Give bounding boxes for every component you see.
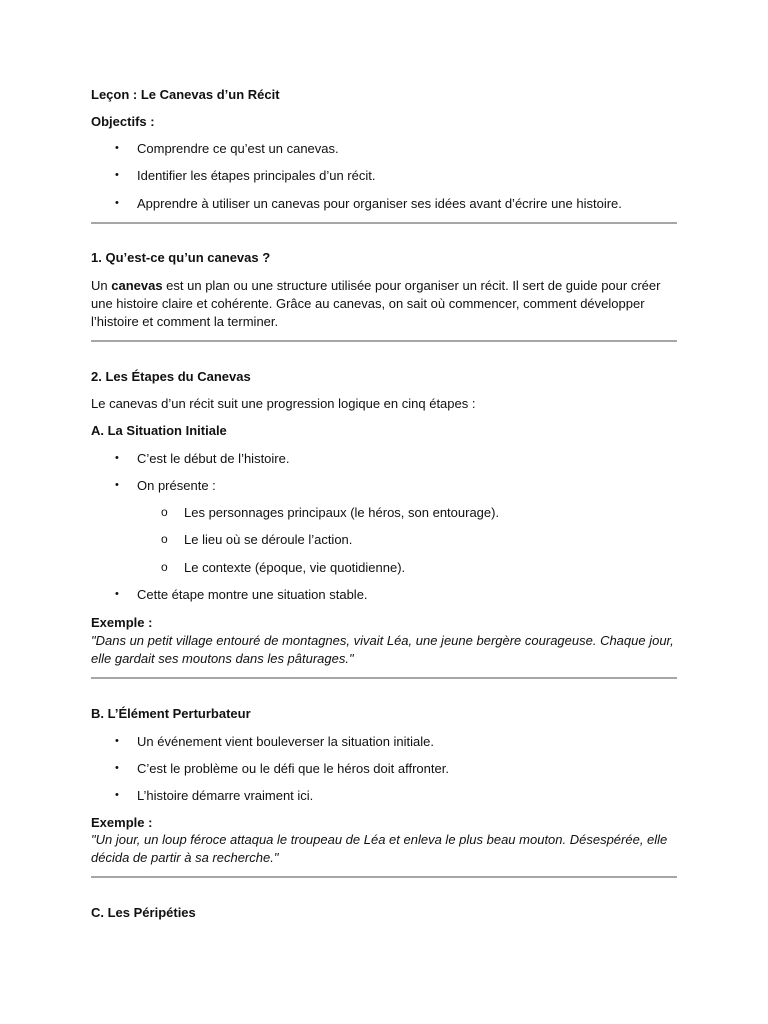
bullet-icon: • — [115, 735, 119, 747]
list-item: C’est le début de l’histoire. — [137, 451, 290, 466]
objectives-heading: Objectifs : — [91, 114, 155, 129]
part-c-heading: C. Les Péripéties — [91, 905, 196, 920]
list-item: C’est le problème ou le défi que le héros doit affronter. — [137, 761, 449, 776]
part-b-heading: B. L’Élément Perturbateur — [91, 706, 251, 721]
list-item: Identifier les étapes principales d’un récit. — [137, 168, 376, 183]
list-item: L’histoire démarre vraiment ici. — [137, 788, 314, 803]
section-1-heading: 1. Qu’est-ce qu’un canevas ? — [91, 250, 271, 265]
bullet-icon: • — [115, 197, 119, 209]
list-item: Comprendre ce qu’est un canevas. — [137, 141, 339, 156]
list-item: Un événement vient bouleverser la situation initiale. — [137, 734, 435, 749]
bullet-icon: • — [115, 588, 119, 600]
section-2-heading: 2. Les Étapes du Canevas — [91, 369, 251, 384]
example-text: "Dans un petit village entouré de montagnes, vivait Léa, une jeune bergère courageuse. Chaque jour, elle gardait ses moutons dans les pâturages." — [91, 633, 674, 666]
circle-bullet-icon: o — [161, 505, 168, 519]
list-item: Apprendre à utiliser un canevas pour organiser ses idées avant d’écrire une histoire. — [137, 196, 622, 211]
list-item: Cette étape montre une situation stable. — [137, 587, 368, 602]
divider — [91, 340, 677, 342]
list-item: On présente : — [137, 478, 216, 493]
divider — [91, 876, 677, 878]
bullet-icon: • — [115, 789, 119, 801]
lesson-title: Leçon : Le Canevas d’un Récit — [91, 87, 280, 102]
bullet-icon: • — [115, 169, 119, 181]
bullet-icon: • — [115, 762, 119, 774]
example-label: Exemple : — [91, 815, 153, 830]
bullet-icon: • — [115, 452, 119, 464]
sub-list-item: Les personnages principaux (le héros, son entourage). — [184, 505, 500, 520]
example-text: "Un jour, un loup féroce attaqua le troupeau de Léa et enleva le plus beau mouton. Désespérée, elle décida de partir à sa recherche." — [91, 832, 668, 865]
bullet-icon: • — [115, 479, 119, 491]
part-a-heading: A. La Situation Initiale — [91, 423, 227, 438]
circle-bullet-icon: o — [161, 560, 168, 574]
divider — [91, 677, 677, 679]
divider — [91, 222, 677, 224]
section-2-intro: Le canevas d’un récit suit une progression logique en cinq étapes : — [91, 396, 476, 411]
sub-list-item: Le contexte (époque, vie quotidienne). — [184, 560, 406, 575]
example-label: Exemple : — [91, 615, 153, 630]
sub-list-item: Le lieu où se déroule l’action. — [184, 532, 353, 547]
circle-bullet-icon: o — [161, 532, 168, 546]
bullet-icon: • — [115, 142, 119, 154]
canevas-term: canevas — [111, 278, 163, 293]
section-1-paragraph: Un canevas est un plan ou une structure utilisée pour organiser un récit. Il sert de guide pour créer une histoire claire et cohérente. Grâce au canevas, on sait où commencer, comment développer l’histoire et comment la terminer. — [91, 278, 661, 329]
